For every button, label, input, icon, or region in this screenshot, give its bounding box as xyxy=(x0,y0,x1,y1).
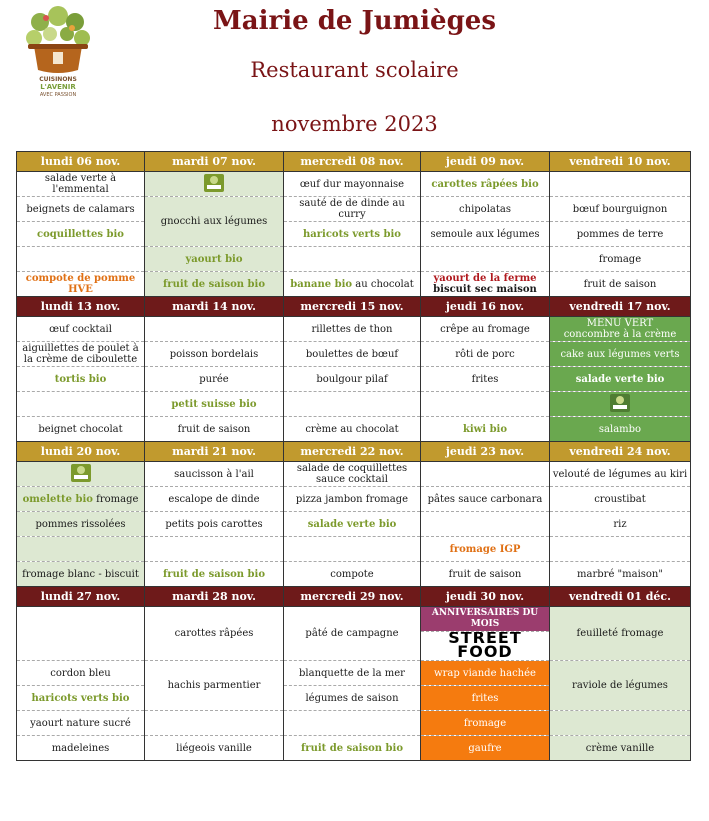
table-row xyxy=(17,661,691,686)
menu-cell: gnocchi aux légumes xyxy=(145,197,284,247)
menu-cell: salambo xyxy=(550,417,691,442)
page-title: Mairie de Jumièges xyxy=(213,6,496,36)
day-header: jeudi 16 nov. xyxy=(421,297,550,317)
table-row xyxy=(17,537,691,562)
day-header: vendredi 17 nov. xyxy=(550,297,691,317)
table-row xyxy=(17,272,691,297)
menu-cell: salade verte bio xyxy=(284,512,421,537)
day-header: lundi 20 nov. xyxy=(17,442,145,462)
menu-cell: fruit de saison xyxy=(550,272,691,297)
table-row xyxy=(17,317,691,342)
day-header: mardi 28 nov. xyxy=(145,587,284,607)
menu-cell xyxy=(145,537,284,562)
menu-cell: œuf dur mayonnaise xyxy=(284,172,421,197)
menu-cell xyxy=(145,711,284,736)
menu-cell: chipolatas xyxy=(421,197,550,222)
menu-cell xyxy=(284,247,421,272)
menu-cell: fruit de saison xyxy=(421,562,550,587)
menu-cell xyxy=(421,462,550,487)
day-header: lundi 13 nov. xyxy=(17,297,145,317)
menu-cell: salade verte bio xyxy=(550,367,691,392)
menu-cell: cake aux légumes verts xyxy=(550,342,691,367)
menu-cell: kiwi bio xyxy=(421,417,550,442)
day-header: jeudi 30 nov. xyxy=(421,587,550,607)
menu-cell xyxy=(550,537,691,562)
day-header: vendredi 01 déc. xyxy=(550,587,691,607)
week-header xyxy=(17,442,691,462)
menu-cell: haricots verts bio xyxy=(284,222,421,247)
menu-cell: hachis parmentier xyxy=(145,661,284,711)
menu-month: novembre 2023 xyxy=(271,112,438,136)
menu-cell: pommes de terre xyxy=(550,222,691,247)
menu-cell: rillettes de thon xyxy=(284,317,421,342)
menu-cell xyxy=(17,247,145,272)
menu-cell: sauté de de dinde au curry xyxy=(284,197,421,222)
menu-cell: fromage xyxy=(421,711,550,736)
menu-cell: marbré "maison" xyxy=(550,562,691,587)
menu-cell: fromage blanc - biscuit xyxy=(17,562,145,587)
svg-text:L'AVENIR: L'AVENIR xyxy=(40,83,76,91)
menu-cell: gaufre xyxy=(421,736,550,761)
week-header xyxy=(17,297,691,317)
vege-badge-icon xyxy=(203,173,225,193)
menu-cell: beignets de calamars xyxy=(17,197,145,222)
table-row xyxy=(17,367,691,392)
menu-cell: frites xyxy=(421,686,550,711)
menu-cell: purée xyxy=(145,367,284,392)
menu-cell: wrap viande hachée xyxy=(421,661,550,686)
day-header: mercredi 29 nov. xyxy=(284,587,421,607)
day-header: mardi 14 nov. xyxy=(145,297,284,317)
menu-cell xyxy=(550,172,691,197)
menu-cell: fruit de saison bio xyxy=(145,562,284,587)
menu-cell xyxy=(17,392,145,417)
menu-cell: fromage xyxy=(550,247,691,272)
menu-cell: rôti de porc xyxy=(421,342,550,367)
table-row xyxy=(17,487,691,512)
vege-badge-icon xyxy=(609,393,631,413)
table-row xyxy=(17,417,691,442)
menu-cell: fruit de saison bio xyxy=(284,736,421,761)
menu-cell: pâté de campagne xyxy=(284,607,421,661)
menu-cell: boulgour pilaf xyxy=(284,367,421,392)
menu-cell: beignet chocolat xyxy=(17,417,145,442)
table-row xyxy=(17,247,691,272)
table-row xyxy=(17,197,691,222)
day-header: jeudi 09 nov. xyxy=(421,152,550,172)
menu-cell: fruit de saison xyxy=(145,417,284,442)
menu-cell: salade verte à l'emmental xyxy=(17,172,145,197)
street-food-logo: STREET FOOD xyxy=(421,632,550,661)
menu-cell: velouté de légumes au kiri xyxy=(550,462,691,487)
svg-text:AVEC PASSION: AVEC PASSION xyxy=(39,92,77,98)
menu-cell: carottes râpées bio xyxy=(421,172,550,197)
menu-cell xyxy=(17,462,145,487)
menu-cell: œuf cocktail xyxy=(17,317,145,342)
menu-cell: escalope de dinde xyxy=(145,487,284,512)
menu-cell: semoule aux légumes xyxy=(421,222,550,247)
menu-cell: yaourt bio xyxy=(145,247,284,272)
menu-cell: crème au chocolat xyxy=(284,417,421,442)
svg-text:CUISINONS: CUISINONS xyxy=(39,76,77,83)
menu-cell xyxy=(17,537,145,562)
menu-cell: boulettes de bœuf xyxy=(284,342,421,367)
day-header: lundi 27 nov. xyxy=(17,587,145,607)
menu-cell: fruit de saison bio xyxy=(145,272,284,297)
table-row xyxy=(17,172,691,197)
menu-cell xyxy=(284,392,421,417)
table-row xyxy=(17,607,691,632)
menu-cell: liégeois vanille xyxy=(145,736,284,761)
menu-cell: feuilleté fromage xyxy=(550,607,691,661)
menu-cell: raviole de légumes xyxy=(550,661,691,711)
menu-cell: crème vanille xyxy=(550,736,691,761)
menu-cell: fromage IGP xyxy=(421,537,550,562)
menu-cell: compote xyxy=(284,562,421,587)
day-header: mercredi 22 nov. xyxy=(284,442,421,462)
menu-cell: carottes râpées xyxy=(145,607,284,661)
table-row xyxy=(17,222,691,247)
day-header: mercredi 15 nov. xyxy=(284,297,421,317)
menu-cell: tortis bio xyxy=(17,367,145,392)
table-row xyxy=(17,392,691,417)
day-header: vendredi 24 nov. xyxy=(550,442,691,462)
menu-cell: compote de pomme HVE xyxy=(17,272,145,297)
week-header xyxy=(17,152,691,172)
menu-cell: blanquette de la mer xyxy=(284,661,421,686)
table-row xyxy=(17,342,691,367)
menu-cell xyxy=(421,247,550,272)
day-header: jeudi 23 nov. xyxy=(421,442,550,462)
menu-cell: cordon bleu xyxy=(17,661,145,686)
menu-cell: riz xyxy=(550,512,691,537)
menu-cell xyxy=(550,392,691,417)
menu-cell: poisson bordelais xyxy=(145,342,284,367)
day-header: mardi 07 nov. xyxy=(145,152,284,172)
page-subtitle: Restaurant scolaire xyxy=(250,58,459,82)
menu-cell: banane bio au chocolat xyxy=(284,272,421,297)
menu-cell: yaourt nature sucré xyxy=(17,711,145,736)
table-row xyxy=(17,711,691,736)
menu-cell: croustibat xyxy=(550,487,691,512)
menu-cell: coquillettes bio xyxy=(17,222,145,247)
menu-cell: MENU VERT concombre à la crème xyxy=(550,317,691,342)
table-row xyxy=(17,736,691,761)
menu-cell: légumes de saison xyxy=(284,686,421,711)
menu-cell: pâtes sauce carbonara xyxy=(421,487,550,512)
day-header: lundi 06 nov. xyxy=(17,152,145,172)
day-header: mardi 21 nov. xyxy=(145,442,284,462)
menu-cell: pizza jambon fromage xyxy=(284,487,421,512)
menu-cell xyxy=(145,172,284,197)
menu-cell xyxy=(17,607,145,661)
menu-cell: bœuf bourguignon xyxy=(550,197,691,222)
day-header: mercredi 08 nov. xyxy=(284,152,421,172)
table-row xyxy=(17,512,691,537)
menu-cell: petits pois carottes xyxy=(145,512,284,537)
menu-cell: crêpe au fromage xyxy=(421,317,550,342)
menu-cell xyxy=(421,512,550,537)
menu-cell: madeleines xyxy=(17,736,145,761)
menu-cell: aiguillettes de poulet à la crème de ciboulette xyxy=(17,342,145,367)
menu-cell xyxy=(145,317,284,342)
table-row xyxy=(17,462,691,487)
vege-badge-icon xyxy=(70,463,92,483)
menu-cell: petit suisse bio xyxy=(145,392,284,417)
menu-cell: omelette bio fromage xyxy=(17,487,145,512)
menu-cell xyxy=(550,711,691,736)
menu-cell: yaourt de la ferme biscuit sec maison xyxy=(421,272,550,297)
menu-cell: salade de coquillettes sauce cocktail xyxy=(284,462,421,487)
menu-cell: saucisson à l'ail xyxy=(145,462,284,487)
week-header xyxy=(17,587,691,607)
menu-cell xyxy=(284,711,421,736)
birthday-banner: ANNIVERSAIRES DU MOIS xyxy=(421,607,550,632)
table-row xyxy=(17,562,691,587)
menu-cell: pommes rissolées xyxy=(17,512,145,537)
menu-cell: frites xyxy=(421,367,550,392)
menu-table xyxy=(16,151,691,761)
day-header: vendredi 10 nov. xyxy=(550,152,691,172)
menu-cell xyxy=(421,392,550,417)
menu-cell xyxy=(284,537,421,562)
menu-cell: haricots verts bio xyxy=(17,686,145,711)
